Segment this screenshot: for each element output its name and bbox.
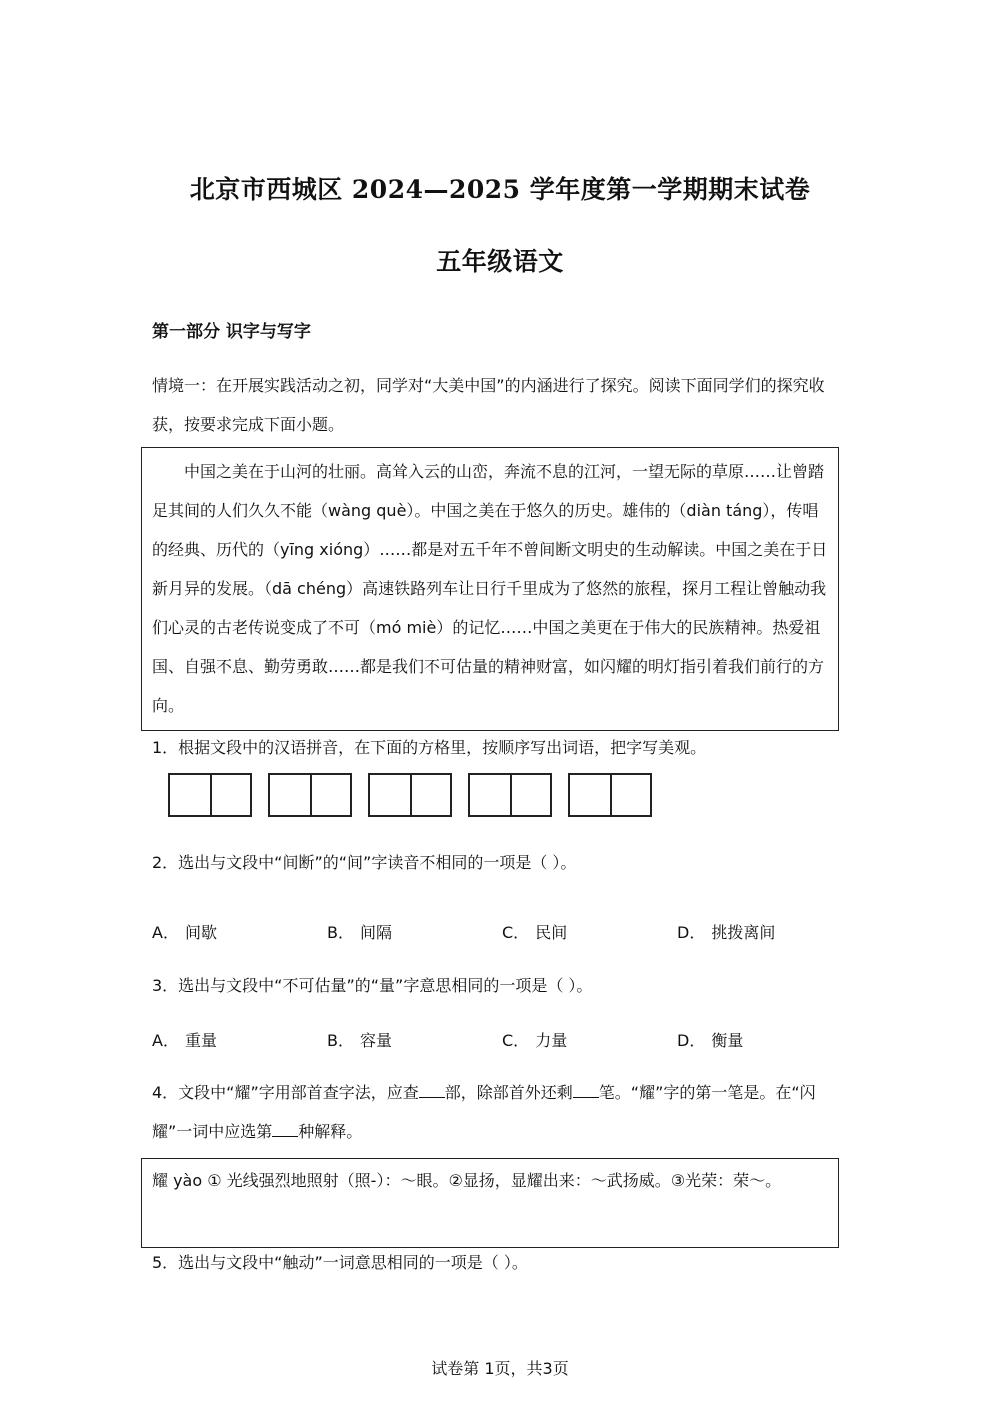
word-box-2[interactable] bbox=[268, 773, 352, 817]
option-b[interactable]: B． 容量 bbox=[327, 1031, 392, 1050]
question-3: 3．选出与文段中“不可估量”的“量”字意思相同的一项是（ ）。 bbox=[152, 976, 593, 995]
char-cell[interactable] bbox=[270, 775, 310, 815]
question-2: 2．选出与文段中“间断”的“间”字读音不相同的一项是（ ）。 bbox=[152, 853, 577, 872]
word-box-4[interactable] bbox=[468, 773, 552, 817]
option-a[interactable]: A． 间歇 bbox=[152, 923, 217, 942]
char-cell[interactable] bbox=[510, 775, 550, 815]
option-c[interactable]: C． 民间 bbox=[502, 923, 568, 942]
char-cell[interactable] bbox=[210, 775, 250, 815]
question-4: 4．文段中“耀”字用部首查字法，应查 部，除部首外还剩 笔。“耀”字的第一笔是。在“闪耀”一词中应选第 种解释。 bbox=[152, 1083, 816, 1141]
option-d[interactable]: D． 挑拨离间 bbox=[677, 923, 776, 942]
question-1: 1．根据文段中的汉语拼音，在下面的方格里，按顺序写出词语，把字写美观。 bbox=[152, 738, 707, 757]
writing-grid bbox=[168, 773, 652, 817]
context-intro: 情境一：在开展实践活动之初，同学对“大美中国”的内涵进行了探究。阅读下面同学们的探究收获，按要求完成下面小题。 bbox=[152, 376, 825, 434]
word-box-5[interactable] bbox=[568, 773, 652, 817]
char-cell[interactable] bbox=[370, 775, 410, 815]
reading-passage-box bbox=[141, 447, 839, 731]
question-3-options bbox=[152, 1028, 852, 1051]
option-d[interactable]: D． 衡量 bbox=[677, 1031, 744, 1050]
reading-passage: 中国之美在于山河的壮丽。高耸入云的山峦，奔流不息的江河，一望无际的草原……让曾踏足其间的人们久久不能（wàng què）。中国之美在于悠久的历史。雄伟的（diàn táng），传唱的经典、历代的（yīng xióng）……都是对五千年不曾间断文明史的生动解读。中国之美在于日新月异的发展。（dā chéng）高速铁路列车让日行千里成为了悠然的旅程，探月工程让曾触动我们心灵的古老传说变成了不可（mó miè）的记忆……中国之美更在于伟大的民族精神。热爱祖国、自强不息、勤劳勇敢……都是我们不可估量的精神财富，如闪耀的明灯指引着我们前行的方向。 bbox=[152, 462, 828, 715]
char-cell[interactable] bbox=[170, 775, 210, 815]
char-cell[interactable] bbox=[570, 775, 610, 815]
char-cell[interactable] bbox=[310, 775, 350, 815]
word-box-1[interactable] bbox=[168, 773, 252, 817]
word-box-3[interactable] bbox=[368, 773, 452, 817]
exam-title: 北京市西城区 2024—2025 学年度第一学期期末试卷 bbox=[189, 175, 811, 204]
answer-blank[interactable] bbox=[419, 1083, 445, 1098]
dictionary-entry-box bbox=[141, 1158, 839, 1248]
question-5: 5．选出与文段中“触动”一词意思相同的一项是（ ）。 bbox=[152, 1253, 528, 1272]
option-a[interactable]: A． 重量 bbox=[152, 1031, 217, 1050]
page-footer: 试卷第 1页，共3页 bbox=[431, 1359, 569, 1378]
question-2-options bbox=[152, 920, 852, 943]
char-cell[interactable] bbox=[610, 775, 650, 815]
section-heading: 第一部分 识字与写字 bbox=[152, 322, 311, 342]
char-cell[interactable] bbox=[410, 775, 450, 815]
option-c[interactable]: C． 力量 bbox=[502, 1031, 568, 1050]
exam-subtitle: 五年级语文 bbox=[436, 247, 564, 276]
answer-blank[interactable] bbox=[573, 1083, 599, 1098]
option-b[interactable]: B． 间隔 bbox=[327, 923, 392, 942]
char-cell[interactable] bbox=[470, 775, 510, 815]
dictionary-entry: 耀 yào ① 光线强烈地照射（照-）：～眼。②显扬，显耀出来：～武扬威。③光荣：荣～。 bbox=[152, 1171, 782, 1190]
answer-blank[interactable] bbox=[272, 1122, 298, 1137]
